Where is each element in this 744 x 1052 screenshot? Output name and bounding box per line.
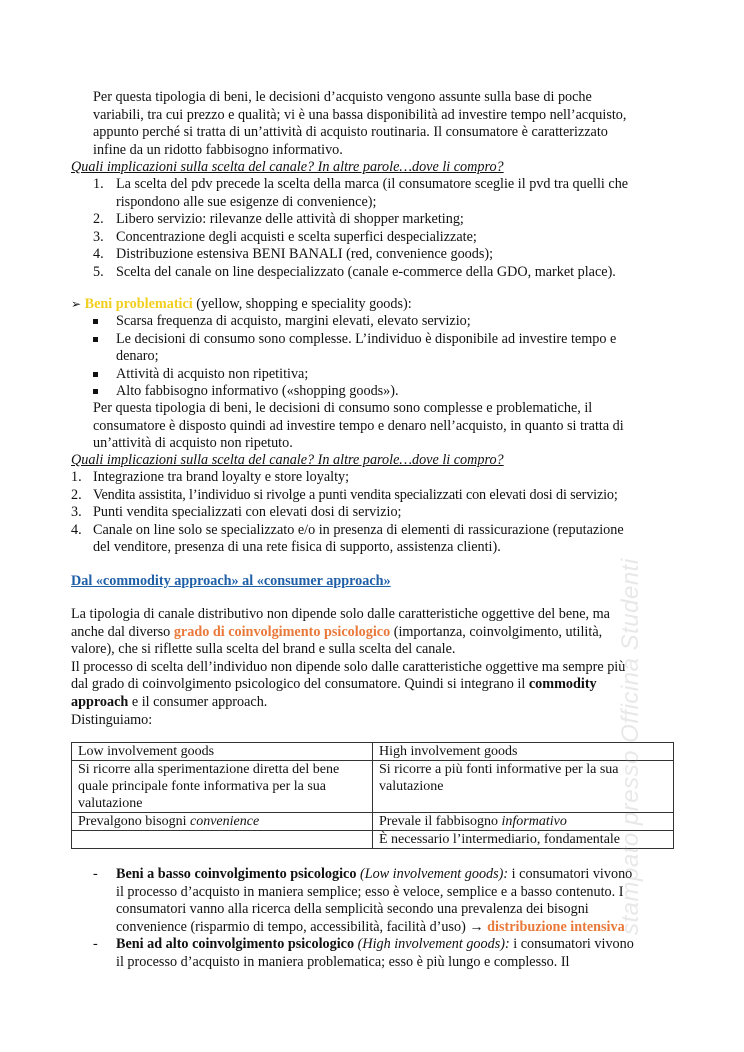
- text-line: Per questa tipologia di beni, le decisioni di consumo sono complesse e problematiche, il: [93, 400, 593, 416]
- bold-text: approach: [71, 693, 129, 710]
- section-title-beni-problematici: [71, 296, 412, 314]
- text-line: Punti vendita specializzati con elevati dosi di servizio;: [93, 504, 402, 521]
- list-number: 3.: [93, 228, 104, 245]
- dash-bullet: -: [93, 936, 98, 953]
- square-bullet-icon: [93, 372, 98, 377]
- text-span: i consumatori vivono: [509, 936, 634, 953]
- highlight-beni-problematici: Beni problematici: [84, 296, 193, 312]
- text-line: Vendita assistita, l’individuo si rivolge a punti vendita specializzati con elevati dosi di servizio;: [93, 486, 618, 503]
- list-item: [93, 246, 673, 264]
- highlight-grado-coinvolgimento: grado di coinvolgimento psicologico: [173, 623, 391, 640]
- list-item: [71, 504, 681, 522]
- text-line: il processo d’acquisto in maniera problematica; esso è più lungo e complesso. Il: [116, 953, 570, 970]
- table-cell: È necessario l’intermediario, fondamentale: [373, 831, 674, 849]
- square-bullet-icon: [93, 319, 98, 324]
- text-line: [116, 919, 673, 937]
- text-line: infine da un ridotto fabbisogno informativo.: [93, 141, 343, 158]
- text-span: anche dal diverso: [71, 623, 174, 640]
- text-line: Scarsa frequenza di acquisto, margini elevati, elevato servizio;: [116, 313, 471, 329]
- problematici-paragraph: [0, 400, 663, 453]
- text-span: i consumatori vivono: [508, 866, 633, 882]
- square-bullet-icon: [93, 389, 98, 394]
- list-item: [93, 366, 673, 384]
- involvement-comparison-table: [71, 742, 674, 849]
- list-number: 2.: [71, 486, 82, 503]
- involvement-list: [93, 866, 673, 972]
- table-cell: Si ricorre alla sperimentazione diretta del bene quale principale fonte informativa per la sua valutazione: [72, 761, 373, 813]
- text-line: Integrazione tra brand loyalty e store loyalty;: [93, 469, 350, 485]
- text-line: il processo d’acquisto in maniera semplice; esso è veloce, semplice e a basso contenuto. I: [116, 883, 624, 900]
- list-number: 4.: [93, 246, 104, 263]
- text-line: [71, 624, 671, 642]
- text-line: consumatore è disposto quindi ad investire tempo e denaro nell’acquisto, in quanto si tratta di: [93, 417, 624, 434]
- text-span: e il consumer approach.: [128, 693, 268, 710]
- italic-text: convenience: [190, 814, 260, 829]
- text-line: variabili, tra cui prezzo e qualità; vi è una bassa disponibilità ad investire tempo nell’acquisto,: [93, 106, 627, 123]
- bullet-list: [93, 313, 673, 401]
- highlight-distribuzione-intensiva: distribuzione intensiva: [487, 918, 625, 935]
- intro-paragraph: [0, 89, 663, 159]
- text-line: [71, 694, 671, 712]
- text-line: Distribuzione estensiva BENI BANALI (red, convenience goods);: [116, 246, 494, 263]
- text-line: Concentrazione degli acquisti e scelta superfici despecializzate;: [116, 228, 477, 245]
- table-cell: Si ricorre a più fonti informative per la sua valutazione: [373, 761, 674, 813]
- implications-list-1: [93, 176, 673, 282]
- bold-text: commodity: [528, 676, 597, 693]
- text-line: La tipologia di canale distributivo non dipende solo dalle caratteristiche oggettive del bene, ma: [71, 606, 610, 622]
- list-item: [93, 264, 673, 282]
- list-number: 1.: [71, 469, 82, 485]
- table-header-cell: Low involvement goods: [72, 743, 373, 761]
- list-number: 2.: [93, 211, 104, 228]
- list-item: [93, 331, 673, 366]
- text-line: appunto perché si tratta di un’attività di acquisto routinaria. Il consumatore è caratterizzato: [93, 124, 608, 141]
- table-row: [72, 761, 674, 813]
- arrow-bullet-icon: ➢: [71, 297, 82, 311]
- table-cell: [72, 813, 373, 831]
- text-line: Attività di acquisto non ripetitiva;: [116, 365, 309, 382]
- bold-text: Beni ad alto coinvolgimento psicologico: [116, 936, 355, 953]
- text-line: [71, 676, 671, 694]
- text-line: Alto fabbisogno informativo («shopping goods»).: [116, 383, 399, 400]
- italic-text: (High involvement goods):: [354, 936, 510, 953]
- implications-question-1: Quali implicazioni sulla scelta del canale? In altre parole…dove li compro?: [71, 159, 504, 175]
- table-header-row: [72, 743, 674, 761]
- text-span: Prevale il fabbisogno: [379, 814, 502, 829]
- list-item: [71, 522, 681, 557]
- text-line: Libero servizio: rilevanze delle attività di shopper marketing;: [116, 211, 464, 228]
- list-item: [93, 229, 673, 247]
- text-line: [116, 866, 673, 884]
- approach-paragraph-1: [71, 606, 671, 729]
- text-line: Per questa tipologia di beni, le decisioni d’acquisto vengono assunte sulla base di poche: [93, 89, 592, 105]
- implications-list-2: [71, 469, 681, 557]
- section-heading: Dal «commodity approach» al «consumer approach»: [71, 573, 391, 589]
- list-item: [93, 866, 673, 936]
- title-rest: (yellow, shopping e speciality goods):: [192, 296, 412, 312]
- list-number: 4.: [71, 521, 82, 538]
- watermark: stampato presso Officina Studenti: [617, 558, 644, 935]
- text-span: dal grado di coinvolgimento psicologico del consumatore. Quindi si integrano il: [71, 676, 529, 693]
- table-row: [72, 831, 674, 849]
- list-item: [93, 936, 673, 971]
- table-header-cell: High involvement goods: [373, 743, 674, 761]
- bold-text: Beni a basso coinvolgimento psicologico: [116, 866, 357, 882]
- text-line: Scelta del canale on line despecializzato (canale e-commerce della GDO, market place).: [116, 263, 616, 280]
- table-row: [72, 813, 674, 831]
- text-line: valore), che si riflette sulla scelta del brand e sulla scelta del canale.: [71, 641, 456, 658]
- text-line: La scelta del pdv precede la scelta della marca (il consumatore sceglie il pvd tra quelli che: [116, 176, 629, 192]
- list-item: [93, 313, 673, 331]
- dash-bullet: -: [93, 866, 98, 882]
- list-number: 3.: [71, 504, 82, 521]
- text-line: un’attività di acquisto non ripetuto.: [93, 435, 293, 452]
- square-bullet-icon: [93, 337, 98, 342]
- list-item: [93, 383, 673, 401]
- text-span: (importanza, coinvolgimento, utilità,: [390, 623, 603, 640]
- italic-text: informativo: [501, 814, 567, 829]
- list-number: 1.: [93, 176, 104, 192]
- text-line: [116, 936, 673, 954]
- text-line: Canale on line solo se specializzato e/o in presenza di elementi di rassicurazione (reputazione: [93, 521, 624, 538]
- text-line: rispondono alle sue esigenze di convenience);: [116, 193, 377, 210]
- text-line: Le decisioni di consumo sono complesse. L’individuo è disponibile ad investire tempo e: [116, 330, 617, 347]
- italic-text: (Low involvement goods):: [356, 866, 509, 882]
- text-line: Il processo di scelta dell’individuo non dipende solo dalle caratteristiche oggettive ma sempre più: [71, 658, 626, 675]
- implications-question-2: Quali implicazioni sulla scelta del canale? In altre parole…dove li compro?: [71, 452, 504, 468]
- list-item: [71, 487, 681, 505]
- text-span: convenience (risparmio di tempo, accessibilità, facilità d’uso) →: [116, 918, 488, 935]
- text-line: consumatori vanno alla ricerca della semplicità secondo una prevalenza dei bisogni: [116, 901, 589, 918]
- list-item: [93, 211, 673, 229]
- list-item: [71, 469, 681, 487]
- text-line: denaro;: [116, 348, 159, 365]
- list-number: 5.: [93, 263, 104, 280]
- list-item: [93, 176, 673, 211]
- text-line: del venditore, presenza di una rete fisica di supporto, assistenza clienti).: [93, 539, 501, 556]
- table-cell: [72, 831, 373, 849]
- text-line: Distinguiamo:: [71, 711, 153, 728]
- text-span: Prevalgono bisogni: [78, 814, 190, 829]
